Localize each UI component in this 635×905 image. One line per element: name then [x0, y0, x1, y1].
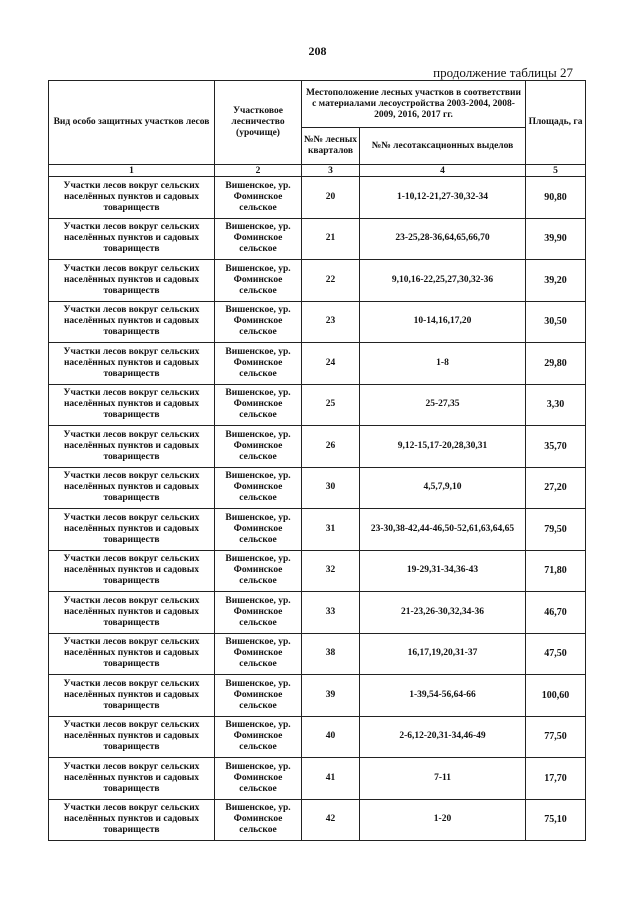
table-row — [49, 592, 586, 634]
quarter-number-cell: 24 — [302, 343, 360, 385]
plot-numbers-cell: 4,5,7,9,10 — [360, 467, 526, 509]
table-row — [49, 758, 586, 800]
table-row — [49, 384, 586, 426]
forest-plots-table — [48, 80, 586, 841]
protective-type-cell: Участки лесов вокруг сельских населённых пунктов и садовых товариществ — [49, 716, 215, 758]
protective-type-cell: Участки лесов вокруг сельских населённых пунктов и садовых товариществ — [49, 799, 215, 841]
column-number: 4 — [360, 165, 526, 177]
forestry-cell: Вишенское, ур. Фоминское сельское — [215, 550, 302, 592]
protective-type-cell: Участки лесов вокруг сельских населённых пунктов и садовых товариществ — [49, 509, 215, 551]
protective-type-cell: Участки лесов вокруг сельских населённых пунктов и садовых товариществ — [49, 177, 215, 219]
protective-type-cell: Участки лесов вокруг сельских населённых пунктов и садовых товариществ — [49, 675, 215, 717]
plot-numbers-cell: 2-6,12-20,31-34,46-49 — [360, 716, 526, 758]
column-number: 1 — [49, 165, 215, 177]
area-cell: 90,80 — [526, 177, 586, 219]
area-cell: 17,70 — [526, 758, 586, 800]
protective-type-cell: Участки лесов вокруг сельских населённых пунктов и садовых товариществ — [49, 260, 215, 302]
forestry-cell: Вишенское, ур. Фоминское сельское — [215, 716, 302, 758]
forestry-cell: Вишенское, ур. Фоминское сельское — [215, 218, 302, 260]
table-row — [49, 799, 586, 841]
forestry-cell: Вишенское, ур. Фоминское сельское — [215, 758, 302, 800]
protective-type-cell: Участки лесов вокруг сельских населённых пунктов и садовых товариществ — [49, 550, 215, 592]
quarter-number-cell: 26 — [302, 426, 360, 468]
column-number: 5 — [526, 165, 586, 177]
column-number: 2 — [215, 165, 302, 177]
area-cell: 46,70 — [526, 592, 586, 634]
header-forestry: Участковое лесничество (урочище) — [215, 81, 302, 165]
table-body — [49, 177, 586, 841]
protective-type-cell: Участки лесов вокруг сельских населённых пунктов и садовых товариществ — [49, 592, 215, 634]
plot-numbers-cell: 23-25,28-36,64,65,66,70 — [360, 218, 526, 260]
plot-numbers-cell: 1-20 — [360, 799, 526, 841]
page-number: 208 — [308, 44, 327, 58]
quarter-number-cell: 39 — [302, 675, 360, 717]
quarter-number-cell: 22 — [302, 260, 360, 302]
protective-type-cell: Участки лесов вокруг сельских населённых пунктов и садовых товариществ — [49, 758, 215, 800]
plot-numbers-cell: 21-23,26-30,32,34-36 — [360, 592, 526, 634]
area-cell: 3,30 — [526, 384, 586, 426]
plot-numbers-cell: 23-30,38-42,44-46,50-52,61,63,64,65 — [360, 509, 526, 551]
table-row — [49, 550, 586, 592]
quarter-number-cell: 32 — [302, 550, 360, 592]
area-cell: 39,90 — [526, 218, 586, 260]
quarter-number-cell: 20 — [302, 177, 360, 219]
table-continuation-label: продолжение таблицы 27 — [433, 65, 573, 80]
quarter-number-cell: 33 — [302, 592, 360, 634]
plot-numbers-cell: 1-8 — [360, 343, 526, 385]
forestry-cell: Вишенское, ур. Фоминское сельское — [215, 426, 302, 468]
area-cell: 79,50 — [526, 509, 586, 551]
table-row — [49, 633, 586, 675]
table-row — [49, 426, 586, 468]
table-row — [49, 509, 586, 551]
area-cell: 27,20 — [526, 467, 586, 509]
quarter-number-cell: 42 — [302, 799, 360, 841]
forestry-cell: Вишенское, ур. Фоминское сельское — [215, 177, 302, 219]
header-quarters: №№ лесных кварталов — [302, 128, 360, 165]
forestry-cell: Вишенское, ур. Фоминское сельское — [215, 633, 302, 675]
forestry-cell: Вишенское, ур. Фоминское сельское — [215, 384, 302, 426]
plot-numbers-cell: 1-10,12-21,27-30,32-34 — [360, 177, 526, 219]
table-row — [49, 675, 586, 717]
area-cell: 75,10 — [526, 799, 586, 841]
quarter-number-cell: 40 — [302, 716, 360, 758]
area-cell: 39,20 — [526, 260, 586, 302]
header-location-group: Местоположение лесных участков в соответствии с материалами лесоустройства 2003-2004, 2008-2009, 2016, 2017 гг. — [302, 81, 526, 128]
forestry-cell: Вишенское, ур. Фоминское сельское — [215, 260, 302, 302]
protective-type-cell: Участки лесов вокруг сельских населённых пунктов и садовых товариществ — [49, 301, 215, 343]
protective-type-cell: Участки лесов вокруг сельских населённых пунктов и садовых товариществ — [49, 384, 215, 426]
table-row — [49, 177, 586, 219]
table-row — [49, 260, 586, 302]
forestry-cell: Вишенское, ур. Фоминское сельское — [215, 592, 302, 634]
protective-type-cell: Участки лесов вокруг сельских населённых пунктов и садовых товариществ — [49, 426, 215, 468]
forestry-cell: Вишенское, ур. Фоминское сельское — [215, 301, 302, 343]
protective-type-cell: Участки лесов вокруг сельских населённых пунктов и садовых товариществ — [49, 633, 215, 675]
forestry-cell: Вишенское, ур. Фоминское сельское — [215, 467, 302, 509]
plot-numbers-cell: 25-27,35 — [360, 384, 526, 426]
table-row — [49, 467, 586, 509]
quarter-number-cell: 30 — [302, 467, 360, 509]
plot-numbers-cell: 19-29,31-34,36-43 — [360, 550, 526, 592]
table-row — [49, 716, 586, 758]
area-cell: 100,60 — [526, 675, 586, 717]
header-protective-type: Вид особо защитных участков лесов — [49, 81, 215, 165]
plot-numbers-cell: 1-39,54-56,64-66 — [360, 675, 526, 717]
protective-type-cell: Участки лесов вокруг сельских населённых пунктов и садовых товариществ — [49, 218, 215, 260]
area-cell: 35,70 — [526, 426, 586, 468]
area-cell: 47,50 — [526, 633, 586, 675]
quarter-number-cell: 21 — [302, 218, 360, 260]
table-row — [49, 218, 586, 260]
area-cell: 30,50 — [526, 301, 586, 343]
plot-numbers-cell: 16,17,19,20,31-37 — [360, 633, 526, 675]
protective-type-cell: Участки лесов вокруг сельских населённых пунктов и садовых товариществ — [49, 343, 215, 385]
quarter-number-cell: 31 — [302, 509, 360, 551]
quarter-number-cell: 38 — [302, 633, 360, 675]
area-cell: 77,50 — [526, 716, 586, 758]
quarter-number-cell: 25 — [302, 384, 360, 426]
quarter-number-cell: 23 — [302, 301, 360, 343]
forestry-cell: Вишенское, ур. Фоминское сельское — [215, 799, 302, 841]
protective-type-cell: Участки лесов вокруг сельских населённых пунктов и садовых товариществ — [49, 467, 215, 509]
forestry-cell: Вишенское, ур. Фоминское сельское — [215, 509, 302, 551]
table-row — [49, 301, 586, 343]
plot-numbers-cell: 9,12-15,17-20,28,30,31 — [360, 426, 526, 468]
forestry-cell: Вишенское, ур. Фоминское сельское — [215, 675, 302, 717]
area-cell: 29,80 — [526, 343, 586, 385]
quarter-number-cell: 41 — [302, 758, 360, 800]
plot-numbers-cell: 9,10,16-22,25,27,30,32-36 — [360, 260, 526, 302]
plot-numbers-cell: 7-11 — [360, 758, 526, 800]
header-plots: №№ лесотаксационных выделов — [360, 128, 526, 165]
forestry-cell: Вишенское, ур. Фоминское сельское — [215, 343, 302, 385]
area-cell: 71,80 — [526, 550, 586, 592]
column-numbers-row — [49, 165, 586, 177]
plot-numbers-cell: 10-14,16,17,20 — [360, 301, 526, 343]
table-row — [49, 343, 586, 385]
header-area: Площадь, га — [526, 81, 586, 165]
column-number: 3 — [302, 165, 360, 177]
